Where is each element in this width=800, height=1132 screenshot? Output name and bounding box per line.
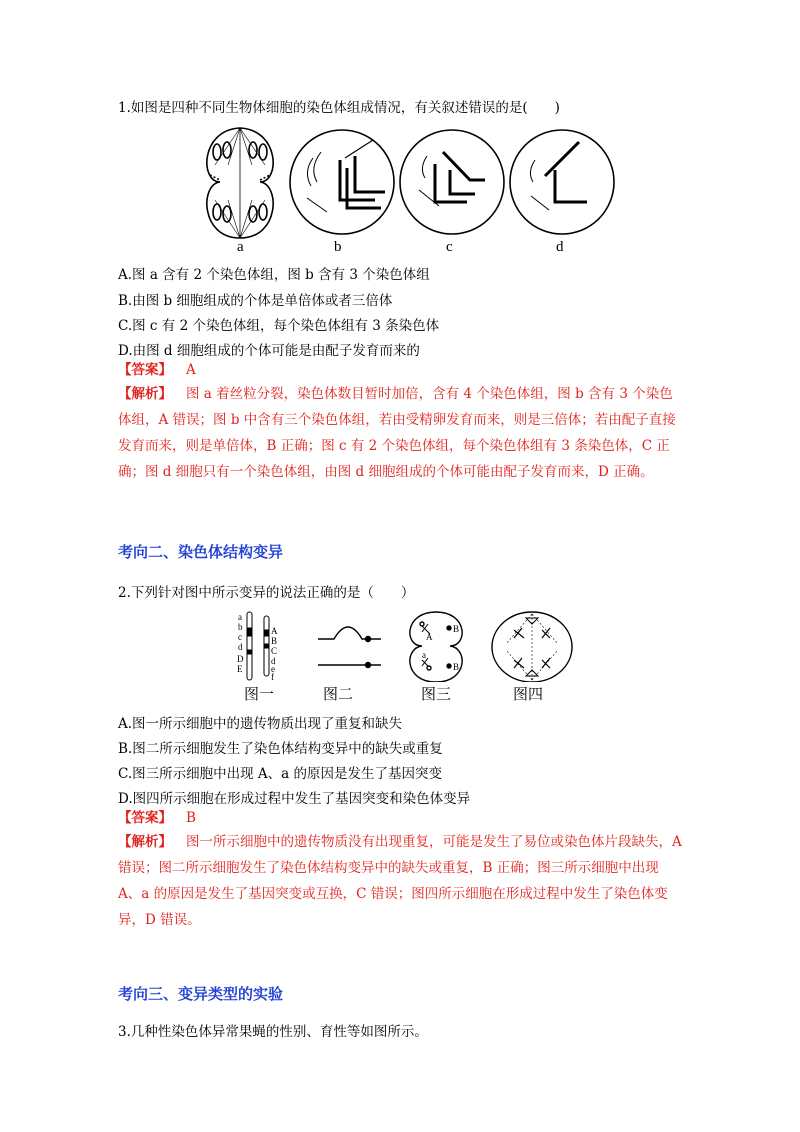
fig1-right-f: f [271,672,274,682]
cell-b-diagram [290,130,394,234]
fig1-right-d: d [271,656,276,666]
fig-label-1: 图一 [244,687,275,703]
fig1-left-D: D [237,654,244,664]
fig-label-4: 图四 [513,687,544,703]
analysis-tag: 【解析】 [118,834,172,850]
fig4-cell [492,612,572,682]
section2-title: 考向二、染色体结构变异 [118,543,284,561]
fig3-letter-A: A [426,632,433,642]
q2-option-a: A.图一所示细胞中的遗传物质出现了重复和缺失 [118,716,403,732]
fig1-left-d: d [238,642,243,652]
answer-tag: 【答案】 [118,362,172,378]
fig2-chromosome-pair [318,627,381,668]
q1-analysis-text: 图 a 着丝粒分裂，染色体数目暂时加倍，含有 4 个染色体组，图 b 含有 3 个染色体组，A 错误；图 b 中含有三个染色体组，若由受精卵发育而来，则是三倍体；若由配子直接发育而来，则是单倍体，B 正确；图 c 有 2 个染色体组，每个染色体组有 3 条染色体，C 正确；图 d 细胞只有一个染色体组，由图 d 细胞组成的个体可能由配子发育而来，D 正确。 [118,386,676,480]
fig1-left-c: c [238,632,242,642]
q1-option-d: D.由图 d 细胞组成的个体可能是由配子发育而来的 [118,343,420,359]
q2-analysis-text: 图一所示细胞中的遗传物质没有出现重复，可能是发生了易位或染色体片段缺失，A 错误；图二所示细胞发生了染色体结构变异中的缺失或重复，B 正确；图三所示细胞中出现 A、a 的原因是发生了基因突变或互换，C 错误；图四所示细胞在形成过程中发生了染色体变异，D 错误。 [118,834,682,928]
fig3-letter-B-bottom: B [453,662,460,672]
fig-label-d: d [556,239,564,255]
fig1-right-C: C [271,646,278,656]
fig3-letter-B-top: B [453,624,460,634]
q2-analysis [118,829,686,933]
fig-label-c: c [446,239,453,255]
q2-figure [236,610,576,682]
fig-label-3: 图三 [421,687,452,703]
q2-option-b: B.图二所示细胞发生了染色体结构变异中的缺失或重复 [118,741,443,757]
q3-stem: 3.几种性染色体异常果蝇的性别、育性等如图所示。 [118,1024,428,1040]
cell-d-diagram [510,130,614,234]
fig1-right-e: e [271,664,275,674]
q2-option-d: D.图四所示细胞在形成过程中发生了基因突变和染色体变异 [118,791,471,807]
fig1-right-A: A [271,626,278,636]
fig1-left-b: b [238,622,243,632]
q1-figure [195,120,615,260]
q2-stem: 2.下列针对图中所示变异的说法正确的是（ ） [118,585,415,601]
q1-analysis [118,381,686,485]
q1-answer-line [118,357,196,383]
q1-option-a: A.图 a 含有 2 个染色体组，图 b 含有 3 个染色体组 [118,267,430,283]
section3-title: 考向三、变异类型的实验 [118,985,284,1003]
fig1-left-a: a [238,612,242,622]
cell-c-diagram [400,130,504,234]
q1-stem: 1.如图是四种不同生物体细胞的染色体组成情况，有关叙述错误的是( ) [118,100,560,116]
fig-label-2: 图二 [323,687,354,703]
fig1-right-B: B [271,636,278,646]
fig1-chromosomes [247,612,269,680]
fig1-left-E: E [237,664,243,674]
analysis-tag: 【解析】 [118,386,172,402]
cell-a-diagram [207,128,273,238]
q2-option-c: C.图三所示细胞中出现 A、a 的原因是发生了基因突变 [118,766,443,782]
fig-label-b: b [334,239,342,255]
q1-option-c: C.图 c 有 2 个染色体组，每个染色体组有 3 条染色体 [118,318,440,334]
answer-tag: 【答案】 [118,810,172,826]
q2-answer: B [186,810,196,826]
q2-answer-line [118,805,196,831]
fig-label-a: a [237,239,244,255]
fig3-letter-a: a [422,650,426,660]
q1-answer: A [186,362,196,378]
q1-option-b: B.由图 b 细胞组成的个体是单倍体或者三倍体 [118,293,393,309]
